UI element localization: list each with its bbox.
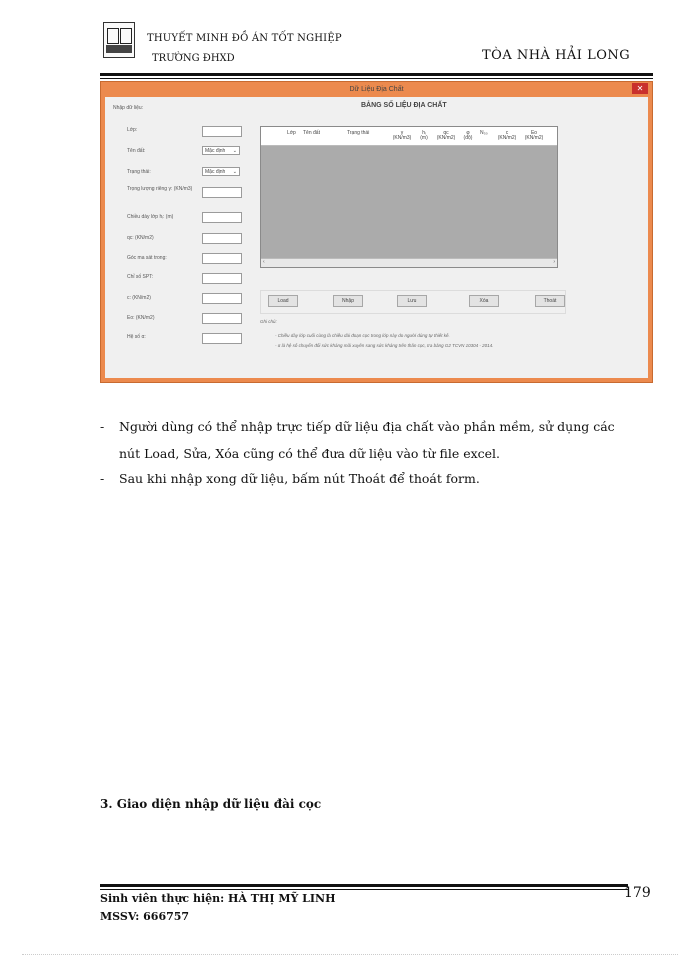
section-heading: 3. Giao diện nhập dữ liệu đài cọc — [100, 797, 322, 811]
university-logo — [103, 22, 135, 58]
gamma-input[interactable] — [202, 187, 242, 198]
phi-input[interactable] — [202, 253, 242, 264]
paragraph-text: Sau khi nhập xong dữ liệu, bấm nút Thoát để thoát form. — [119, 471, 480, 486]
scroll-left-icon[interactable]: ‹ — [263, 259, 265, 265]
qc-input[interactable] — [202, 233, 242, 244]
h-input[interactable] — [202, 212, 242, 223]
nhap-button[interactable]: Nhập — [333, 295, 363, 307]
footer-rule — [100, 884, 628, 887]
note-line: - α là hệ số chuyển đổi sức kháng mũi xuyên sang sức kháng trên thân cọc, tra bảng G2 TCVN 10304 - 2014. — [275, 343, 494, 348]
field-label-gamma: Trọng lượng riêng γ: (KN/m3) — [127, 186, 193, 192]
field-label-trang-thai: Trạng thái: — [127, 169, 151, 175]
grid-title: BẢNG SỐ LIỆU ĐỊA CHẤT — [361, 102, 447, 109]
alpha-input[interactable] — [202, 333, 242, 344]
field-label-qc: qc: (KN/m2) — [127, 235, 154, 241]
thoat-button[interactable]: Thoát — [535, 295, 565, 307]
window-title: Dữ Liệu Địa Chất — [349, 86, 404, 93]
luu-button[interactable]: Lưu — [397, 295, 427, 307]
eo-input[interactable] — [202, 313, 242, 324]
header-rule-thin — [100, 78, 653, 79]
footer-student: Sinh viên thực hiện: HÀ THỊ MỸ LINH — [100, 892, 336, 905]
trang-thai-select[interactable]: Mặc định ⌄ — [202, 167, 240, 176]
field-label-alpha: Hệ số α: — [127, 334, 146, 340]
lop-input[interactable] — [202, 126, 242, 137]
ten-dat-select[interactable]: Mặc định ⌄ — [202, 146, 240, 155]
field-label-lop: Lớp: — [127, 127, 138, 133]
close-icon[interactable]: ✕ — [632, 83, 648, 94]
field-label-spt: Chỉ số SPT: — [127, 274, 154, 280]
column-header: Eo (KN/m2) — [524, 130, 544, 141]
field-label-c: c: (KN/m2) — [127, 295, 151, 301]
spt-input[interactable] — [202, 273, 242, 284]
bullet-paragraph — [100, 413, 621, 467]
column-header: γ (KN/m3) — [392, 130, 412, 141]
header-school: TRƯỜNG ĐHXD — [152, 53, 235, 64]
note-line: - Chiều dày lớp cuối cùng là chiều dài đoạn cọc trong lớp này do người dùng tự thiết kế. — [275, 333, 450, 338]
column-header: hᵢ (m) — [420, 130, 428, 141]
chevron-down-icon: ⌄ — [232, 148, 237, 154]
chevron-down-icon: ⌄ — [232, 169, 237, 175]
field-label-ten-dat: Tên đất: — [127, 148, 146, 154]
page-number: 179 — [624, 885, 651, 901]
paragraph-text: Người dùng có thể nhập trực tiếp dữ liệu địa chất vào phần mềm, sử dụng các nút Load, Sửa, Xóa cũng có thể đưa dữ liệu vào từ file excel. — [119, 419, 615, 461]
field-label-h: Chiều dày lớp hᵢ: (m) — [127, 214, 174, 220]
footer-rule-thin — [100, 889, 628, 890]
bullet-mark: - — [100, 471, 105, 486]
column-header: N₃₀ — [480, 130, 488, 136]
horizontal-scrollbar[interactable] — [261, 258, 557, 267]
field-label-phi: Góc ma sát trong: — [127, 255, 167, 261]
c-input[interactable] — [202, 293, 242, 304]
header-rule — [100, 73, 653, 76]
window-client-area — [105, 97, 648, 378]
bullet-mark: - — [100, 419, 105, 434]
column-header: Tên đất — [303, 130, 320, 136]
column-header: Lớp — [287, 130, 296, 136]
column-header: φ (độ) — [463, 130, 473, 141]
scroll-right-icon[interactable]: › — [553, 259, 555, 265]
bullet-paragraph — [100, 465, 621, 492]
column-header: Trạng thái — [347, 130, 370, 136]
column-header: c (KN/m2) — [497, 130, 517, 141]
group-label: Nhập dữ liệu: — [113, 105, 144, 111]
geology-data-grid[interactable] — [260, 126, 558, 268]
header-project: TÒA NHÀ HẢI LONG — [482, 48, 631, 63]
note-label: Ghi chú: — [260, 319, 277, 324]
grid-header — [261, 127, 557, 146]
xoa-button[interactable]: Xóa — [469, 295, 499, 307]
page-edge-divider — [22, 954, 678, 955]
column-header: qc (KN/m2) — [436, 130, 456, 141]
geology-data-window — [100, 81, 653, 383]
load-button[interactable]: Load — [268, 295, 298, 307]
header-title: THUYẾT MINH ĐỒ ÁN TỐT NGHIỆP — [147, 33, 342, 44]
field-label-eo: Eo: (KN/m2) — [127, 315, 155, 321]
footer-mssv: MSSV: 666757 — [100, 910, 190, 923]
